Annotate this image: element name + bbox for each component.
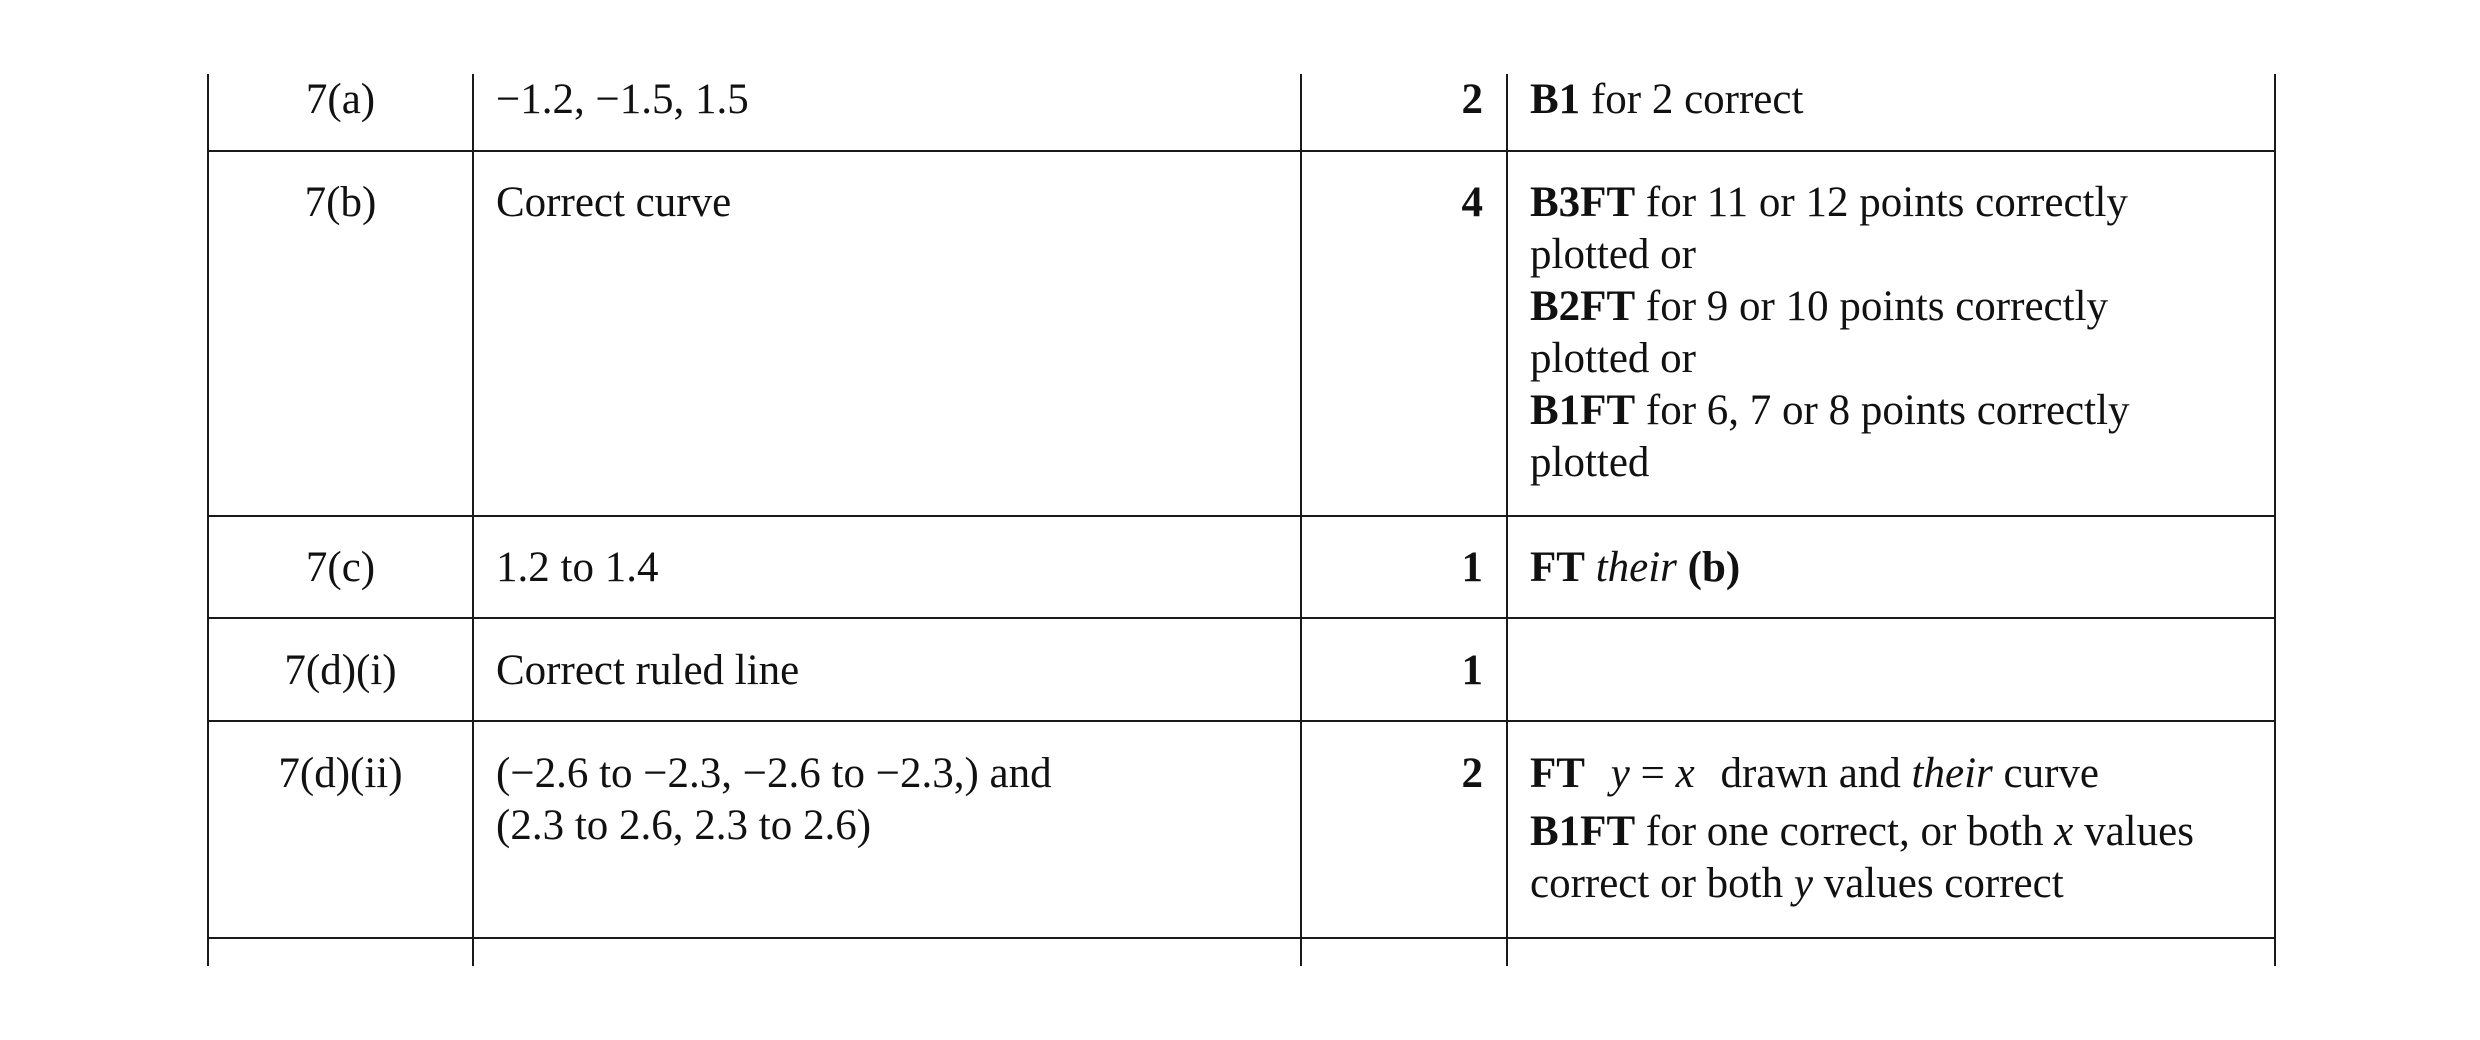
guidance-detail: for 2 correct: [1580, 76, 1804, 123]
equation-x: x: [1675, 750, 1695, 797]
guidance-detail: curve: [1992, 750, 2100, 797]
answer-text: Correct ruled line: [496, 647, 800, 694]
guidance-detail: plotted or: [1530, 231, 1696, 278]
answer-line: (2.3 to 2.6, 2.3 to 2.6): [496, 802, 872, 849]
guidance-detail: x: [2054, 808, 2074, 855]
mark-code: B1: [1530, 76, 1581, 123]
marks-value: 1: [1461, 544, 1483, 591]
equation-y: y: [1610, 750, 1630, 797]
row-divider-7dii-next: [207, 937, 2276, 939]
guidance-detail: values: [2073, 808, 2194, 855]
question-number: 7(b): [304, 179, 377, 226]
guidance-detail: for one correct, or both: [1635, 808, 2055, 855]
mark-code: B1FT: [1530, 387, 1636, 434]
column-divider-marks-guidance: [1506, 74, 1508, 966]
guidance-text: [1530, 542, 2270, 594]
mark-code: FT: [1530, 750, 1585, 797]
marks-value: 1: [1461, 647, 1483, 694]
mark-code: B3FT: [1530, 179, 1636, 226]
mark-code: FT: [1530, 544, 1585, 591]
guidance-detail: y: [1793, 860, 1813, 907]
question-number: 7(d)(i): [284, 647, 397, 694]
table-border-right: [2274, 74, 2276, 966]
guidance-reference: (b): [1687, 544, 1741, 591]
guidance-detail: their: [1595, 544, 1677, 591]
guidance-detail: correct or both: [1530, 860, 1794, 907]
row-divider-7c-7di: [207, 617, 2276, 619]
answer-text: Correct curve: [496, 179, 732, 226]
column-divider-question-answer: [472, 74, 474, 966]
guidance-detail: for 9 or 10 points correctly: [1635, 283, 2109, 330]
guidance-detail: for 6, 7 or 8 points correctly: [1635, 387, 2130, 434]
guidance-detail: drawn and: [1720, 750, 1912, 797]
guidance-detail: plotted or: [1530, 335, 1696, 382]
row-divider-7a-7b: [207, 150, 2276, 152]
row-divider-7di-7dii: [207, 720, 2276, 722]
mark-code: B2FT: [1530, 283, 1636, 330]
guidance-text: [1530, 748, 2270, 910]
mark-code: B1FT: [1530, 808, 1636, 855]
answer-text: [496, 748, 1052, 852]
equation-operator: =: [1629, 750, 1676, 797]
guidance-detail: values correct: [1812, 860, 2064, 907]
question-number: 7(d)(ii): [278, 750, 403, 797]
row-divider-7b-7c: [207, 515, 2276, 517]
answer-line: (−2.6 to −2.3, −2.6 to −2.3,) and: [496, 750, 1052, 797]
question-number: 7(a): [305, 76, 376, 123]
guidance-detail: their: [1911, 750, 1993, 797]
marks-value: 4: [1461, 179, 1483, 226]
guidance-detail: plotted: [1530, 439, 1650, 486]
answer-text: 1.2 to 1.4: [496, 544, 659, 591]
guidance-text: [1530, 177, 2270, 489]
marks-value: 2: [1461, 750, 1483, 797]
answer-text: −1.2, −1.5, 1.5: [496, 76, 749, 123]
marks-value: 2: [1461, 76, 1483, 123]
guidance-detail: for 11 or 12 points correctly: [1635, 179, 2128, 226]
question-number: 7(c): [305, 544, 376, 591]
guidance-text: [1530, 74, 2270, 126]
